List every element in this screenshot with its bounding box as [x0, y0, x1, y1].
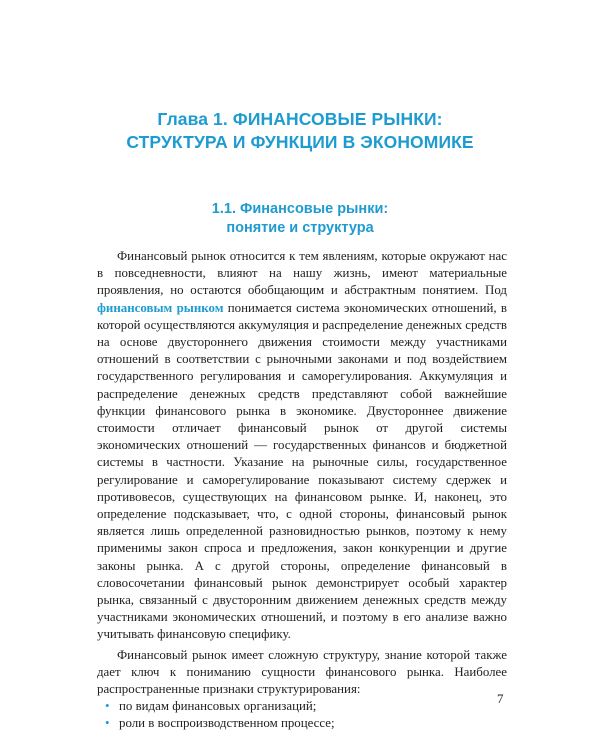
chapter-title: [0, 108, 600, 154]
paragraph-2: Финансовый рынок имеет сложную структуру, знание которой также дает ключ к пониманию сущности финансового рынка. Наиболее распространенные признаки структурирования:: [97, 647, 507, 697]
list-item-text: по видам финансовых организаций;: [119, 699, 317, 714]
body-text: [97, 248, 507, 733]
bullet-icon: •: [105, 716, 110, 731]
bullet-icon: •: [105, 699, 110, 714]
term-financial-market: финансовым рынком: [97, 300, 224, 315]
chapter-title-line-1: Глава 1. ФИНАНСОВЫЕ РЫНКИ:: [157, 109, 443, 129]
list-item: [97, 715, 507, 732]
list-item-text: роли в воспроизводственном процессе;: [119, 716, 335, 731]
chapter-title-line-2: СТРУКТУРА И ФУНКЦИИ В ЭКОНОМИКЕ: [126, 132, 474, 152]
section-title-line-2: понятие и структура: [226, 220, 374, 236]
section-title-line-1: 1.1. Финансовые рынки:: [211, 201, 389, 217]
paragraph-1-intro: Финансовый рынок относится к тем явлениям, которые окружают нас в повседневности, влияют на нашу жизнь, имеют материальные проявления, но остаются обобщающим и абстрактным понятием. Под: [97, 249, 507, 298]
paragraph-1: [97, 248, 507, 644]
list-item: [97, 698, 507, 715]
page-number: 7: [497, 691, 504, 706]
structuring-criteria-list: [97, 698, 507, 732]
section-title: [0, 200, 600, 238]
paragraph-1-rest: понимается система экономических отношений, в которой осуществляются аккумуляция и распределение денежных средств на основе двустороннего движения стоимости между участниками отношений в соответствии с рыночными законами и под воздействием государственного регулирования и саморегулирования. Аккумуляция и распределение денежных средств представляют собой важнейшие функции финансового рынка в экономике. Двустороннее движение стоимости отличает финансовый рынок от другой системы экономических отношений — государственных финансов и бюджетной системы в частности. Указание на рыночные силы, государственное регулирование и саморегулирование показывают систему сдержек и противовесов, существующих на финансовом рынке. И, наконец, это определение подсказывает, что, с одной стороны, финансовый рынок является лишь определенной разновидностью рынков, поэтому к нему применимы закон спроса и предложения, закон конкуренции и другие законы рынка. А с другой стороны, определение финансовый в словосочетании финансовый рынок демонстрирует особый характер рынка, связанный с двусторонним движением денежных средств между участниками экономических отношений, и поэтому в его анализе важно учитывать финансовую специфику.: [97, 300, 507, 642]
